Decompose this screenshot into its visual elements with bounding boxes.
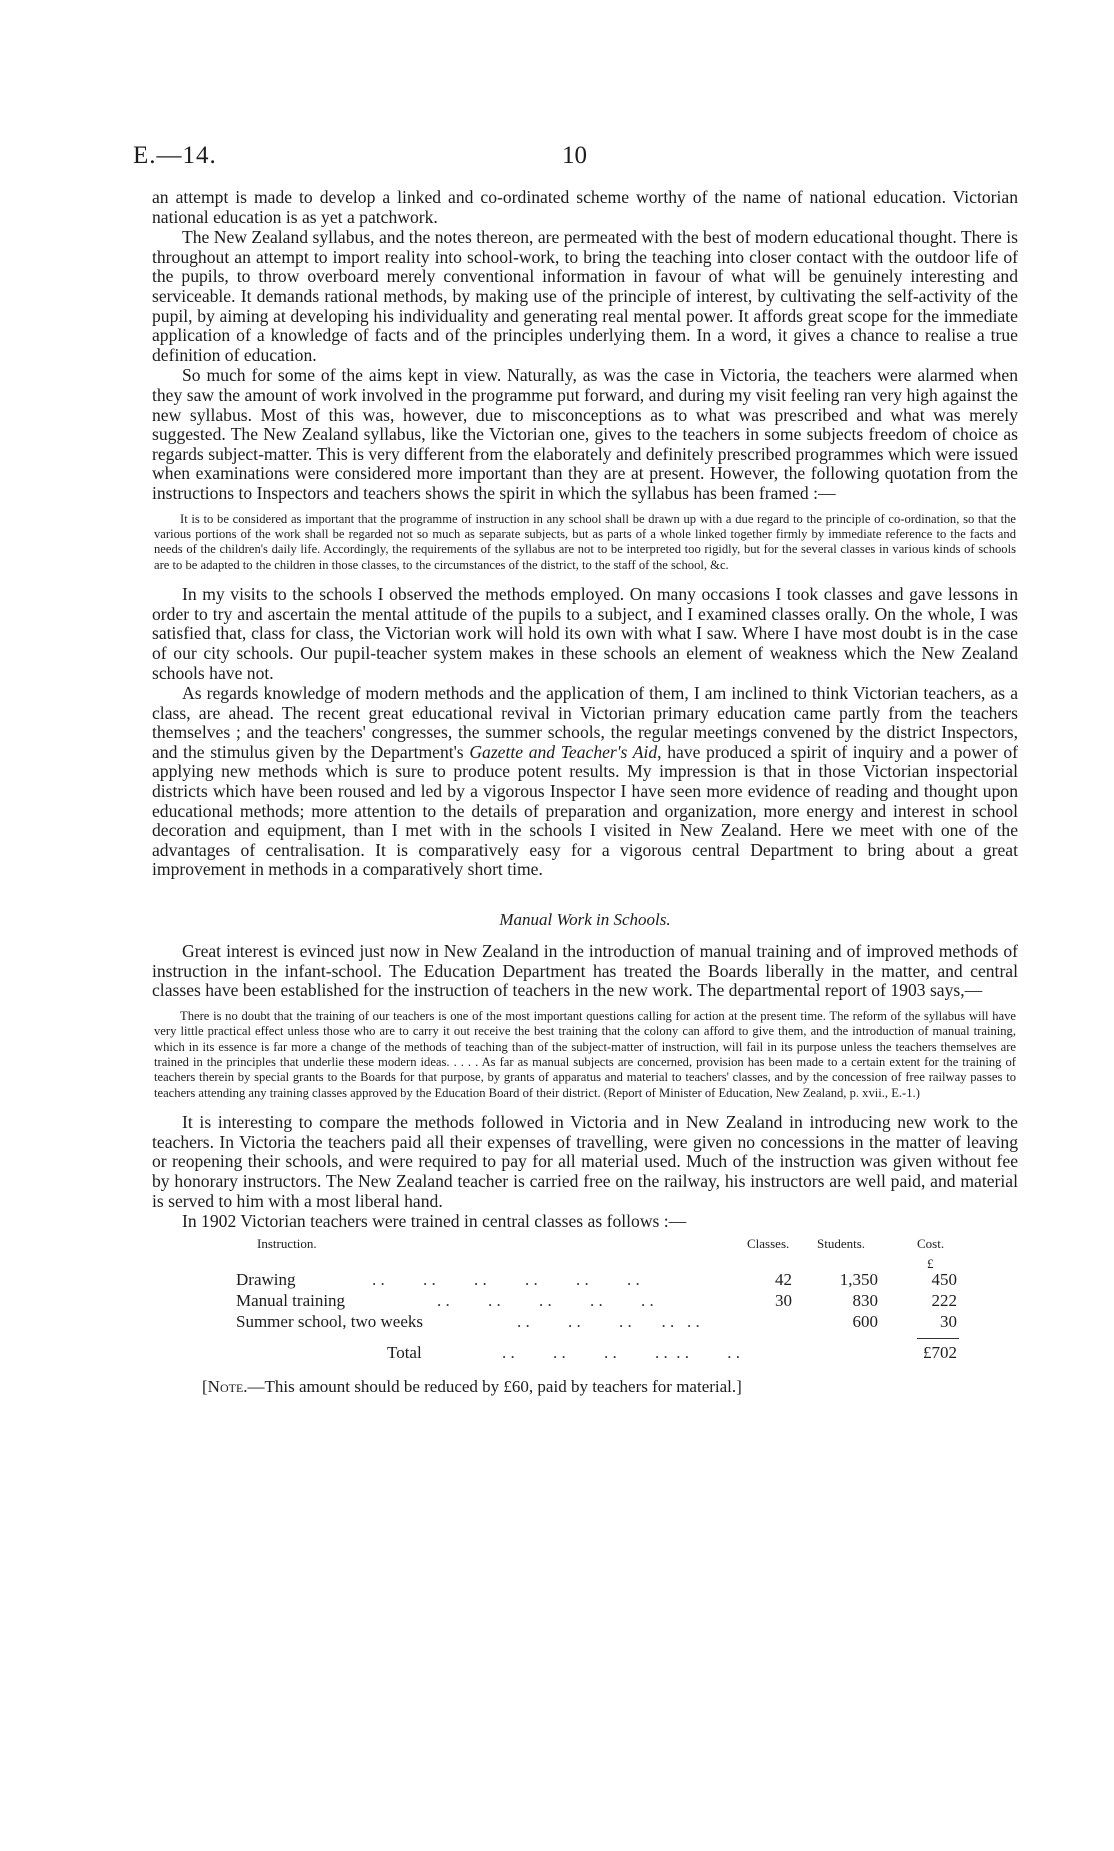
- quotation-report: There is no doubt that the training of our teachers is one of the most important questions calling for action at the present time. The reform of the syllabus will have very little practical effect unless those who are to carry it out receive the best training that the colony can afford to give them, and the introduction of manual training, which in its essence is far more a change of the methods of teaching than of the subject-matter of instruction, will fail in its purpose unless the teachers themselves are trained in the principles that underlie these modern ideas. . . . . As far as manual subjects are concerned, provision has been made to a certain extent for the training of teachers therein by special grants to the Boards for that purpose, by grants of apparatus and material to teachers' classes, and by the concession of free railway passes to teachers attending any training classes approved by the Education Board of their district. (Report of Minister of Education, New Zealand, p. xvii., E.-1.): [154, 1008, 1016, 1100]
- paragraph-2: The New Zealand syllabus, and the notes thereon, are permeated with the best of modern educational thought. There is throughout an attempt to import reality into school-work, to bring the teaching into closer contact with the outdoor life of the pupils, to throw overboard merely conventional information in favour of what will be genuinely interesting and serviceable. It demands rational methods, by making use of the principle of interest, by cultivating the self-activity of the pupil, by aiming at developing his individuality and generating real mental power. It affords great scope for the immediate application of a knowledge of facts and of the principles underlying them. In a word, it gives a chance to realise a true definition of education.: [152, 227, 1018, 365]
- page-number: 10: [562, 142, 587, 169]
- row-students: 600: [852, 1311, 878, 1331]
- section-heading: Manual Work in Schools.: [499, 910, 671, 930]
- body-text: [152, 188, 1018, 1397]
- total-row: [152, 1343, 1018, 1367]
- header-cost: Cost.: [917, 1235, 945, 1251]
- row-instruction: Manual training: [236, 1290, 346, 1310]
- row-classes: 30: [775, 1290, 792, 1310]
- paragraph-3: So much for some of the aims kept in view. Naturally, as was the case in Victoria, the teachers were alarmed when they saw the amount of work involved in the programme put forward, and during my visit feeling ran very high against the new syllabus. Most of this was, however, due to misconceptions as to what was prescribed and what was merely suggested. The New Zealand syllabus, like the Victorian one, gives to the teachers in some subjects freedom of choice as regards subject-matter. This is very different from the elaborately and definitely prescribed programmes which were issued when examinations were considered more important than they are at present. However, the following quotation from the instructions to Inspectors and teachers shows the spirit in which the syllabus has been framed :—: [152, 365, 1018, 503]
- note-label: Note.: [207, 1376, 248, 1396]
- quotation-syllabus: It is to be considered as important that the programme of instruction in any school shall be drawn up with a due regard to the principle of co-ordination, so that the various portions of the work shall be regarded not so much as separate subjects, but as parts of a whole linked together firmly by immediate reference to the facts and needs of the children's daily life. Accordingly, the requirements of the syllabus are not to be interpreted too rigidly, but for the several classes in various kinds of schools are to be adapted to the children in those classes, to the circumstances of the district, to the staff of the school, &c.: [154, 511, 1016, 572]
- paragraph-1: an attempt is made to develop a linked and co-ordinated scheme worthy of the name of national education. Victorian national education is as yet a patchwork.: [152, 187, 1018, 227]
- header-classes: Classes.: [747, 1235, 790, 1251]
- table-row: [152, 1312, 1018, 1333]
- header-students: Students.: [817, 1235, 866, 1251]
- table-header-row: [152, 1236, 1018, 1256]
- total-cost: £702: [923, 1342, 957, 1362]
- total-label: Total: [387, 1342, 422, 1362]
- leader-dots: . . . . . . . . . . . .: [502, 1342, 740, 1362]
- row-students: 830: [852, 1290, 878, 1310]
- leader-dots: . . . . . . . . . . . .: [372, 1269, 640, 1289]
- training-classes-table: [152, 1236, 1018, 1367]
- paragraph-6: Great interest is evinced just now in New Zealand in the introduction of manual training and of improved methods of instruction in the infant-school. The Education Department has treated the Boards liberally in the matter, and central classes have been established for the instruction of teachers in the new work. The departmental report of 1903 says,—: [152, 941, 1018, 1001]
- document-code: E.—14.: [133, 142, 217, 169]
- cost-unit: £: [927, 1255, 934, 1271]
- paragraph-5-part-b: , have produced a spirit of inquiry and a power of applying new methods which is sure to produce potent results. My impression is that in those Victorian inspectorial districts which have been roused and led by a vigorous Inspector I have seen more evidence of reading and thought upon educational methods; more attention to the details of preparation and organization, more energy and interest in school decoration and equipment, than I met with in the schools I visited in New Zealand. Here we meet with one of the advantages of centralisation. It is comparatively easy for a vigorous central Department to bring about a great improvement in methods in a comparatively short time.: [152, 741, 1018, 880]
- cost-unit-row: [152, 1256, 1018, 1270]
- paragraph-5-part-a: As regards knowledge of modern methods and the application of them, I am inclined to think Victorian teachers, as a class, are ahead. The recent great educational revival in Victorian primary education came partly from the teachers themselves ; and the teachers' congresses, the summer schools, the regular meetings convened by the district Inspectors, and the stimulus given by the Department's: [152, 683, 1018, 762]
- row-instruction: Drawing: [236, 1269, 296, 1289]
- row-cost: 450: [931, 1269, 957, 1289]
- total-rule: [917, 1338, 959, 1339]
- row-instruction: Summer school, two weeks: [236, 1311, 423, 1331]
- row-cost: 30: [940, 1311, 957, 1331]
- paragraph-4: In my visits to the schools I observed the methods employed. On many occasions I took classes and gave lessons in order to try and ascertain the mental attitude of the pupils to a subject, and I examined classes orally. On the whole, I was satisfied that, class for class, the Victorian work will hold its own with what I saw. Where I have most doubt is in the case of our city schools. Our pupil-teacher system makes in these schools an element of weakness which the New Zealand schools have not.: [152, 584, 1018, 683]
- publication-title: Gazette and Teacher's Aid: [469, 741, 658, 762]
- header-instruction: Instruction.: [257, 1235, 317, 1251]
- table-row: [152, 1270, 1018, 1291]
- footnote: [Note.—This amount should be reduced by £60, paid by teachers for material.]: [202, 1376, 742, 1396]
- row-cost: 222: [931, 1290, 957, 1310]
- note-text: —This amount should be reduced by £60, paid by teachers for material.]: [247, 1376, 742, 1396]
- paragraph-7: It is interesting to compare the methods followed in Victoria and in New Zealand in introducing new work to the teachers. In Victoria the teachers paid all their expenses of travelling, were given no concessions in the matter of leaving or reopening their schools, and were required to pay for all material used. Much of the instruction was given without fee by honorary instructors. The New Zealand teacher is carried free on the railway, his instructors are well paid, and material is served to him with a most liberal hand.: [152, 1112, 1018, 1211]
- table-row: [152, 1291, 1018, 1312]
- leader-dots: . . . . . . . . . .: [437, 1290, 654, 1310]
- total-rule-row: [152, 1333, 1018, 1343]
- paragraph-5: [152, 684, 1018, 880]
- row-students: 1,350: [839, 1269, 878, 1289]
- row-classes: 42: [775, 1269, 792, 1289]
- leader-dots: . . . . . . . . . .: [517, 1311, 700, 1331]
- paragraph-8: In 1902 Victorian teachers were trained in central classes as follows :—: [182, 1211, 687, 1232]
